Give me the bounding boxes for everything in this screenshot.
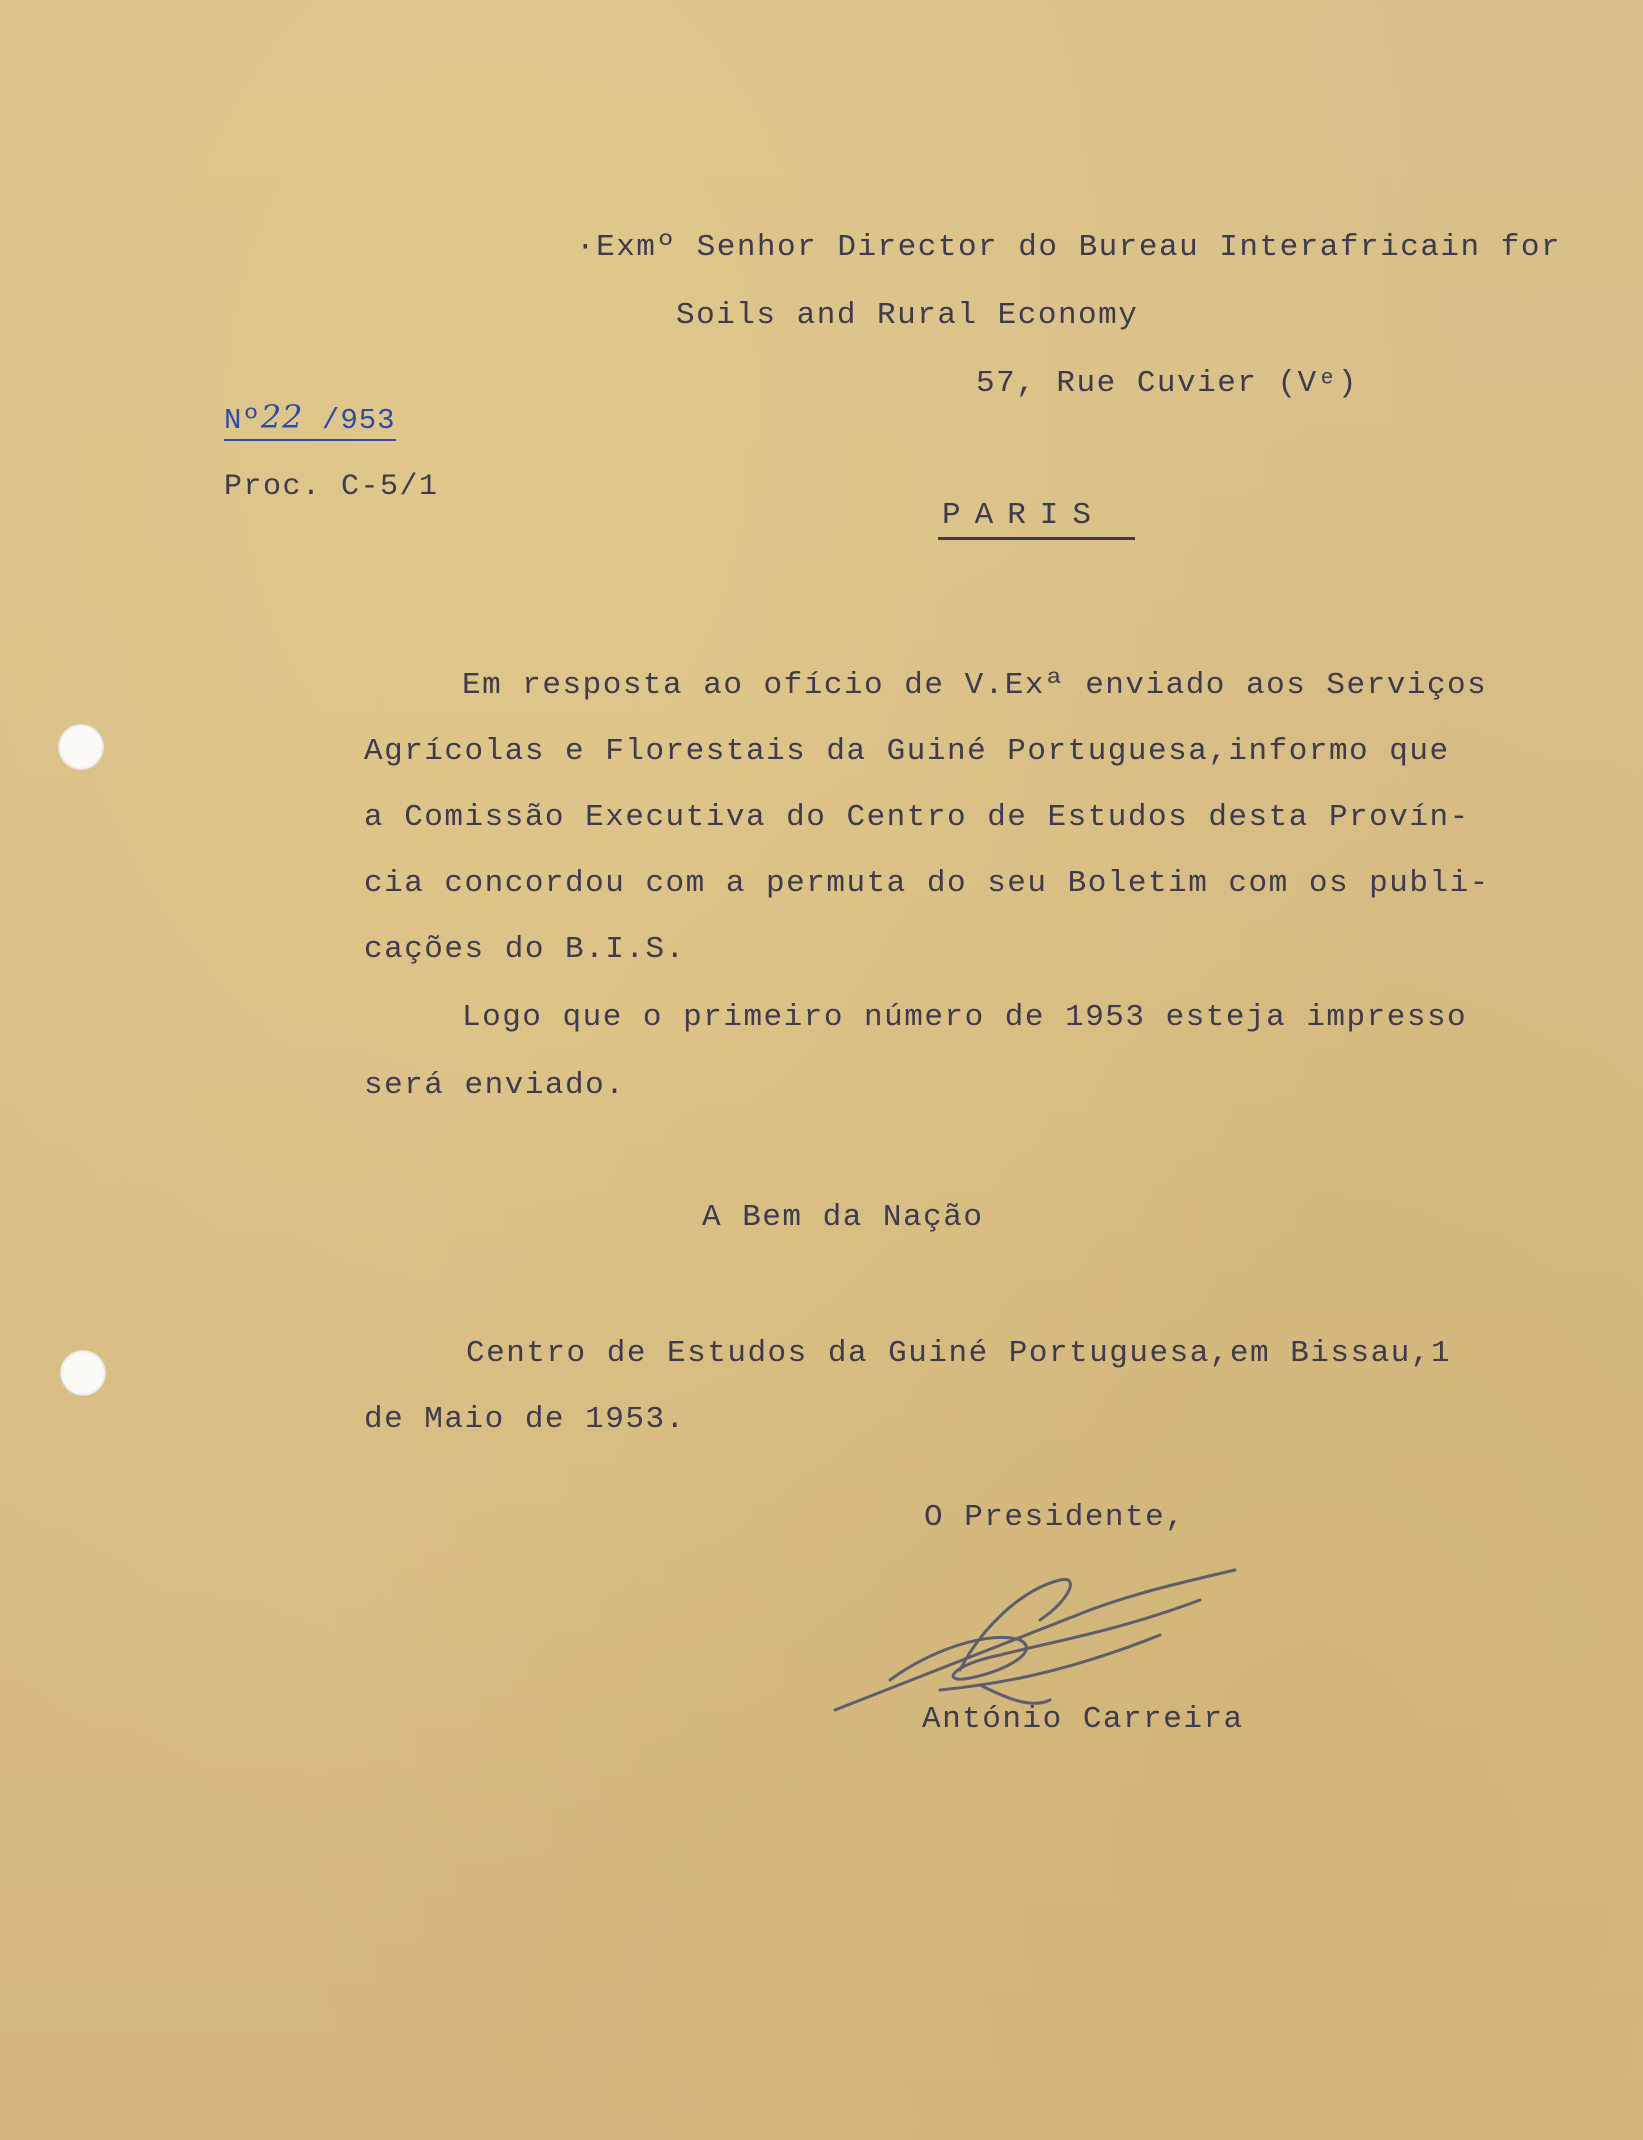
body-line: cações do B.I.S. (364, 932, 686, 967)
punch-hole (58, 724, 104, 770)
reference-prefix: Nº (224, 404, 261, 437)
destination-city: PARIS (938, 498, 1135, 540)
body-line: Agrícolas e Florestais da Guiné Portuguesa,informo que (364, 734, 1450, 769)
reference-year: /953 (303, 404, 396, 437)
process-number: Proc. C-5/1 (224, 470, 439, 504)
address-line-3: 57, Rue Cuvier (Vᵉ) (976, 366, 1358, 401)
reference-handwritten-number: 22 (260, 398, 304, 436)
reference-number (224, 398, 396, 441)
salutation: A Bem da Nação (702, 1200, 984, 1235)
body-line: será enviado. (364, 1068, 626, 1103)
address-line-1: ·Exmº Senhor Director do Bureau Interafricain for (576, 230, 1562, 265)
punch-hole (60, 1350, 106, 1396)
body-line: Logo que o primeiro número de 1953 esteja impresso (462, 1000, 1468, 1035)
place-date-line: Centro de Estudos da Guiné Portuguesa,em Bissau,1 (466, 1336, 1452, 1371)
signatory-title: O Presidente, (924, 1500, 1186, 1535)
body-line: cia concordou com a permuta do seu Boletim com os publi- (364, 866, 1490, 901)
body-line: a Comissão Executiva do Centro de Estudos desta Provín- (364, 800, 1470, 835)
signatory-name: António Carreira (922, 1702, 1244, 1737)
place-date-line: de Maio de 1953. (364, 1402, 686, 1437)
body-line: Em resposta ao ofício de V.Exª enviado aos Serviços (462, 668, 1488, 703)
address-line-2: Soils and Rural Economy (676, 298, 1139, 333)
